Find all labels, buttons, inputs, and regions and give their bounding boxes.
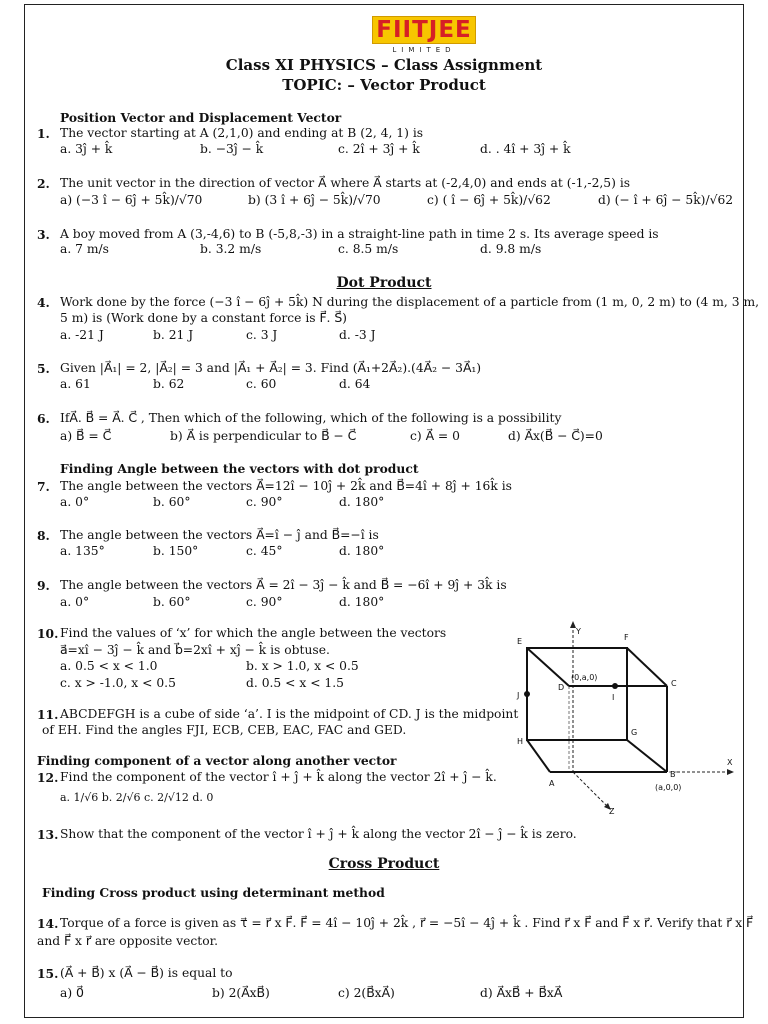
point-j (524, 691, 530, 697)
question-text: The unit vector in the direction of vector A⃗ where A⃗ starts at (-2,4,0) and ends at (-1,-2,5) is (60, 176, 631, 190)
section-component: Finding component of a vector along another vector (37, 753, 397, 768)
option-d: d. . 4î + 3ĵ + k̂ (480, 142, 571, 156)
question-text: Given |A⃗₁| = 2, |A⃗₂| = 3 and |A⃗₁ + A⃗₂| = 3. Find (A⃗₁+2A⃗₂).(4A⃗₂ − 3A⃗₁) (60, 361, 482, 375)
question-text: A boy moved from A (3,-4,6) to B (-5,8,-3) in a straight-line path in time 2 s. Its average speed is (60, 227, 659, 241)
question-number: 9. (37, 578, 50, 593)
option-d: d) A⃗x(B⃗ − C⃗)=0 (508, 429, 603, 443)
option-c: c) ( î − 6ĵ + 5k̂)/√62 (427, 193, 551, 207)
label-i: I (612, 693, 615, 702)
label-h: H (517, 737, 524, 746)
option-c: c. 60 (246, 377, 277, 391)
option-c: c. 90° (246, 495, 283, 509)
question-number: 13. (37, 827, 59, 842)
option-d: d. 180° (339, 595, 385, 609)
question-text-line2: of EH. Find the angles FJI, ECB, CEB, EAC, FAC and GED. (42, 723, 407, 737)
point-i (612, 683, 618, 689)
question-text: Find the values of ‘x’ for which the angle between the vectors (60, 626, 447, 640)
label-c: C (671, 679, 677, 688)
question-text: ABCDEFGH is a cube of side ‘a’. I is the midpoint of CD. J is the midpoint (60, 707, 519, 721)
question-number: 11. (37, 707, 59, 722)
label-g: G (631, 728, 638, 737)
option-a: a) (−3 î − 6ĵ + 5k̂)/√70 (60, 193, 203, 207)
option-b: b. 60° (153, 595, 191, 609)
question-text: Torque of a force is given as τ⃗ = r⃗ x F⃗. F⃗ = 4î − 10ĵ + 2k̂ , r⃗ = −5î − 4ĵ + k̂ . Find r⃗ x F⃗ and F⃗ x r⃗. Verify that r⃗ x F⃗ (60, 916, 754, 930)
question-number: 3. (37, 227, 50, 242)
question-number: 2. (37, 176, 50, 191)
option-a: a. -21 J (60, 328, 104, 342)
option-a: a. 0° (60, 595, 90, 609)
label-coord-b: (a,0,0) (655, 783, 682, 792)
question-text: (A⃗ + B⃗) x (A⃗ − B⃗) is equal to (60, 966, 233, 980)
option-c: c. 8.5 m/s (338, 242, 399, 256)
question-number: 1. (37, 126, 50, 141)
option-a: a. 135° (60, 544, 105, 558)
option-d: d. 0.5 < x < 1.5 (246, 676, 344, 690)
question-text: The angle between the vectors A⃗=î − ĵ and B⃗=−î is (60, 528, 379, 542)
option-b: b. 21 J (153, 328, 194, 342)
question-number: 10. (37, 626, 59, 641)
option-c: c) 2(B⃗xA⃗) (338, 986, 395, 1000)
question-number: 8. (37, 528, 50, 543)
section-dot-product: Dot Product (336, 275, 432, 291)
question-text: The vector starting at A (2,1,0) and ending at B (2, 4, 1) is (60, 126, 424, 140)
page-title: Class XI PHYSICS – Class Assignment (225, 56, 543, 74)
question-number: 4. (37, 295, 50, 310)
option-c: c) A⃗ = 0 (410, 429, 460, 443)
label-e: E (517, 637, 523, 646)
option-d: d. 9.8 m/s (480, 242, 542, 256)
question-number: 14. (37, 916, 59, 931)
option-b: b. x > 1.0, x < 0.5 (246, 659, 359, 673)
section-position-vector: Position Vector and Displacement Vector (60, 110, 342, 125)
option-b: b. 150° (153, 544, 199, 558)
option-b: b) 2(A⃗xB⃗) (212, 986, 270, 1000)
logo-text: FIITJEE (376, 17, 472, 43)
label-a: A (549, 779, 555, 788)
option-d: d. 64 (339, 377, 371, 391)
question-number: 15. (37, 966, 59, 981)
question-number: 5. (37, 361, 50, 376)
question-number: 12. (37, 770, 59, 785)
label-b: B (670, 770, 676, 779)
option-b: b. 60° (153, 495, 191, 509)
question-text-line2: 5 m) is (Work done by a constant force is F⃗. S⃗) (60, 311, 347, 325)
logo-subtitle: LIMITED (392, 46, 456, 54)
option-c: c. 3 J (246, 328, 278, 342)
page-topic: TOPIC: – Vector Product (282, 76, 486, 94)
label-y: Y (576, 627, 581, 636)
question-number: 7. (37, 479, 50, 494)
option-b: b) A⃗ is perpendicular to B⃗ − C⃗ (170, 429, 357, 443)
option-c: c. 2î + 3ĵ + k̂ (338, 142, 420, 156)
question-text-line2: a⃗=xî − 3ĵ − k̂ and b⃗=2xî + xĵ − k̂ is obtuse. (60, 643, 330, 657)
label-d: D (558, 683, 565, 692)
option-b: b. 62 (153, 377, 185, 391)
option-b: b. 3.2 m/s (200, 242, 262, 256)
option-b: b) (3 î + 6ĵ − 5k̂)/√70 (248, 193, 381, 207)
question-text: The angle between the vectors A⃗ = 2î − 3ĵ − k̂ and B⃗ = −6î + 9ĵ + 3k̂ is (60, 578, 507, 592)
option-d: d) A⃗xB⃗ + B⃗xA⃗ (480, 986, 563, 1000)
question-options: a. 1/√6 b. 2/√6 c. 2/√12 d. 0 (60, 791, 214, 804)
label-j: J (517, 691, 520, 700)
question-text: The angle between the vectors A⃗=12î − 10ĵ + 2k̂ and B⃗=4î + 8ĵ + 16k̂ is (60, 479, 512, 493)
fiitjee-logo (372, 16, 476, 56)
label-x: X (727, 758, 733, 767)
option-c: c. 90° (246, 595, 283, 609)
question-text: Work done by the force (−3 î − 6ĵ + 5k̂) N during the displacement of a particle from (1 m, 0, 2 m) to (4 m, 3 m, (60, 295, 760, 309)
question-text: Find the component of the vector î + ĵ + k̂ along the vector 2î + ĵ − k̂. (60, 770, 497, 784)
option-d: d. -3 J (339, 328, 376, 342)
section-angle-between-vectors: Finding Angle between the vectors with dot product (60, 461, 419, 476)
label-f: F (624, 633, 629, 642)
question-text: Show that the component of the vector î + ĵ + k̂ along the vector 2î − ĵ − k̂ is zero. (60, 827, 577, 841)
label-z: Z (609, 807, 615, 816)
option-d: d) (− î + 6ĵ − 5k̂)/√62 (598, 193, 734, 207)
option-d: d. 180° (339, 544, 385, 558)
option-c: c. x > -1.0, x < 0.5 (60, 676, 176, 690)
option-a: a. 0.5 < x < 1.0 (60, 659, 158, 673)
option-a: a) 0⃗ (60, 986, 84, 1000)
question-text-line2: and F⃗ x r⃗ are opposite vector. (37, 934, 219, 948)
option-a: a. 0° (60, 495, 90, 509)
section-determinant: Finding Cross product using determinant method (42, 885, 385, 900)
option-a: a. 61 (60, 377, 91, 391)
option-d: d. 180° (339, 495, 385, 509)
section-cross-product: Cross Product (328, 856, 440, 872)
question-number: 6. (37, 411, 50, 426)
option-c: c. 45° (246, 544, 283, 558)
option-a: a. 7 m/s (60, 242, 109, 256)
question-text: IfA⃗. B⃗ = A⃗. C⃗ , Then which of the following, which of the following is a possibility (60, 411, 562, 425)
label-coord-d: (0,a,0) (571, 673, 598, 682)
option-b: b. −3ĵ − k̂ (200, 142, 264, 156)
option-a: a. 3ĵ + k̂ (60, 142, 113, 156)
cube-diagram (505, 620, 740, 820)
option-a: a) B⃗ = C⃗ (60, 429, 112, 443)
